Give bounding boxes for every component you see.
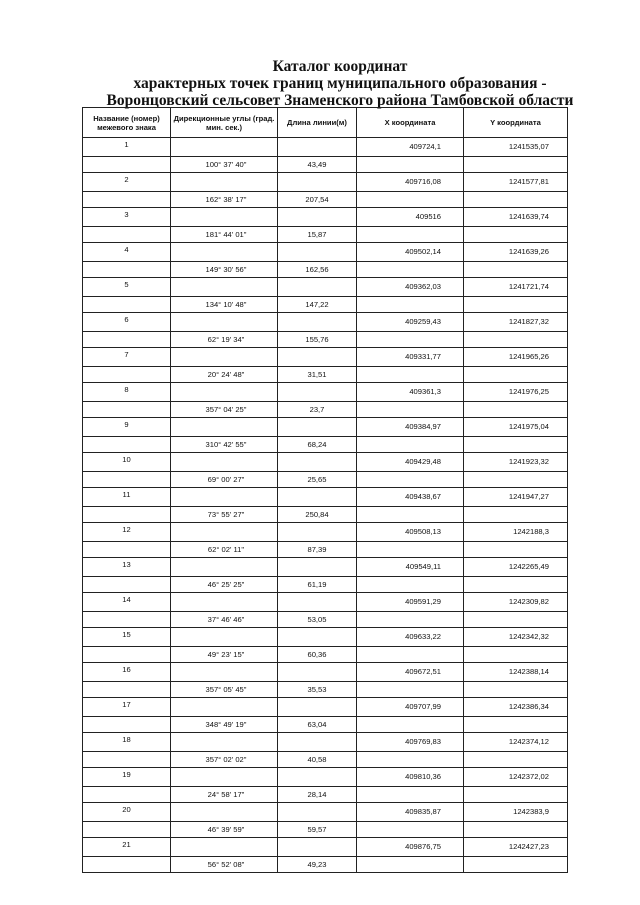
empty-cell bbox=[464, 226, 568, 243]
point-name-cell: 13 bbox=[83, 558, 171, 577]
x-coordinate-cell: 409724,1 bbox=[357, 138, 464, 157]
empty-cell bbox=[464, 576, 568, 593]
point-name-cell: 21 bbox=[83, 838, 171, 857]
direction-angle-cell: 46° 25' 25" bbox=[171, 576, 278, 593]
table-row-segment bbox=[83, 786, 568, 803]
line-length-cell: 63,04 bbox=[278, 716, 357, 733]
header-name: Название (номер) межевого знака bbox=[83, 108, 171, 138]
empty-cell bbox=[171, 348, 278, 367]
point-name-cell: 1 bbox=[83, 138, 171, 157]
header-length: Длина линии(м) bbox=[278, 108, 357, 138]
empty-cell bbox=[357, 471, 464, 488]
empty-cell bbox=[83, 471, 171, 488]
table-row-segment bbox=[83, 681, 568, 698]
empty-cell bbox=[464, 366, 568, 383]
x-coordinate-cell: 409835,87 bbox=[357, 803, 464, 822]
table-row-segment bbox=[83, 436, 568, 453]
empty-cell bbox=[357, 856, 464, 873]
title-line-2: характерных точек границ муниципального образования - bbox=[133, 75, 547, 92]
table-row-point bbox=[83, 488, 568, 507]
direction-angle-cell: 310° 42' 55" bbox=[171, 436, 278, 453]
x-coordinate-cell: 409633,22 bbox=[357, 628, 464, 647]
x-coordinate-cell: 409549,11 bbox=[357, 558, 464, 577]
empty-cell bbox=[171, 208, 278, 227]
empty-cell bbox=[278, 383, 357, 402]
empty-cell bbox=[464, 751, 568, 768]
table-row-segment bbox=[83, 226, 568, 243]
x-coordinate-cell: 409672,51 bbox=[357, 663, 464, 682]
empty-cell bbox=[83, 821, 171, 838]
empty-cell bbox=[171, 173, 278, 192]
empty-cell bbox=[83, 646, 171, 663]
empty-cell bbox=[464, 716, 568, 733]
y-coordinate-cell: 1242386,34 bbox=[464, 698, 568, 717]
line-length-cell: 155,76 bbox=[278, 331, 357, 348]
empty-cell bbox=[171, 138, 278, 157]
empty-cell bbox=[278, 523, 357, 542]
line-length-cell: 15,87 bbox=[278, 226, 357, 243]
empty-cell bbox=[464, 156, 568, 173]
direction-angle-cell: 69° 00' 27" bbox=[171, 471, 278, 488]
empty-cell bbox=[357, 786, 464, 803]
direction-angle-cell: 357° 04' 25" bbox=[171, 401, 278, 418]
y-coordinate-cell: 1242265,49 bbox=[464, 558, 568, 577]
empty-cell bbox=[171, 243, 278, 262]
empty-cell bbox=[171, 628, 278, 647]
point-name-cell: 2 bbox=[83, 173, 171, 192]
direction-angle-cell: 73° 55' 27" bbox=[171, 506, 278, 523]
point-name-cell: 14 bbox=[83, 593, 171, 612]
title-line-1: Каталог координат bbox=[272, 58, 408, 75]
direction-angle-cell: 181° 44' 01" bbox=[171, 226, 278, 243]
table-row-point bbox=[83, 453, 568, 472]
table-row-segment bbox=[83, 821, 568, 838]
table-row-segment bbox=[83, 401, 568, 418]
empty-cell bbox=[464, 786, 568, 803]
table-row-point bbox=[83, 523, 568, 542]
empty-cell bbox=[83, 226, 171, 243]
line-length-cell: 35,53 bbox=[278, 681, 357, 698]
empty-cell bbox=[357, 646, 464, 663]
line-length-cell: 40,58 bbox=[278, 751, 357, 768]
empty-cell bbox=[357, 576, 464, 593]
empty-cell bbox=[357, 226, 464, 243]
direction-angle-cell: 357° 02' 02" bbox=[171, 751, 278, 768]
direction-angle-cell: 357° 05' 45" bbox=[171, 681, 278, 698]
empty-cell bbox=[83, 856, 171, 873]
empty-cell bbox=[278, 313, 357, 332]
table-row-segment bbox=[83, 576, 568, 593]
x-coordinate-cell: 409707,99 bbox=[357, 698, 464, 717]
x-coordinate-cell: 409516 bbox=[357, 208, 464, 227]
y-coordinate-cell: 1242374,12 bbox=[464, 733, 568, 752]
table-row-point bbox=[83, 698, 568, 717]
empty-cell bbox=[357, 261, 464, 278]
empty-cell bbox=[171, 733, 278, 752]
table-row-point bbox=[83, 418, 568, 437]
empty-cell bbox=[464, 646, 568, 663]
empty-cell bbox=[357, 436, 464, 453]
empty-cell bbox=[278, 803, 357, 822]
x-coordinate-cell: 409508,13 bbox=[357, 523, 464, 542]
empty-cell bbox=[83, 261, 171, 278]
empty-cell bbox=[278, 768, 357, 787]
empty-cell bbox=[171, 418, 278, 437]
direction-angle-cell: 162° 38' 17" bbox=[171, 191, 278, 208]
y-coordinate-cell: 1242188,3 bbox=[464, 523, 568, 542]
empty-cell bbox=[278, 453, 357, 472]
y-coordinate-cell: 1241639,74 bbox=[464, 208, 568, 227]
empty-cell bbox=[171, 523, 278, 542]
empty-cell bbox=[357, 506, 464, 523]
table-row-point bbox=[83, 208, 568, 227]
line-length-cell: 87,39 bbox=[278, 541, 357, 558]
empty-cell bbox=[278, 418, 357, 437]
table-row-point bbox=[83, 313, 568, 332]
empty-cell bbox=[464, 331, 568, 348]
direction-angle-cell: 149° 30' 56" bbox=[171, 261, 278, 278]
empty-cell bbox=[278, 593, 357, 612]
x-coordinate-cell: 409331,77 bbox=[357, 348, 464, 367]
empty-cell bbox=[357, 681, 464, 698]
table-row-point bbox=[83, 173, 568, 192]
empty-cell bbox=[357, 296, 464, 313]
table-row-point bbox=[83, 138, 568, 157]
table-row-point bbox=[83, 663, 568, 682]
direction-angle-cell: 100° 37' 40" bbox=[171, 156, 278, 173]
direction-angle-cell: 62° 19' 34" bbox=[171, 331, 278, 348]
point-name-cell: 11 bbox=[83, 488, 171, 507]
line-length-cell: 31,51 bbox=[278, 366, 357, 383]
table-row-segment bbox=[83, 506, 568, 523]
empty-cell bbox=[357, 821, 464, 838]
table-row-segment bbox=[83, 261, 568, 278]
point-name-cell: 12 bbox=[83, 523, 171, 542]
table-row-point bbox=[83, 733, 568, 752]
y-coordinate-cell: 1241535,07 bbox=[464, 138, 568, 157]
x-coordinate-cell: 409591,29 bbox=[357, 593, 464, 612]
empty-cell bbox=[464, 401, 568, 418]
x-coordinate-cell: 409429,48 bbox=[357, 453, 464, 472]
line-length-cell: 207,54 bbox=[278, 191, 357, 208]
empty-cell bbox=[83, 191, 171, 208]
point-name-cell: 10 bbox=[83, 453, 171, 472]
empty-cell bbox=[464, 436, 568, 453]
empty-cell bbox=[464, 541, 568, 558]
header-x: X координата bbox=[357, 108, 464, 138]
empty-cell bbox=[357, 191, 464, 208]
line-length-cell: 43,49 bbox=[278, 156, 357, 173]
empty-cell bbox=[464, 471, 568, 488]
x-coordinate-cell: 409438,67 bbox=[357, 488, 464, 507]
x-coordinate-cell: 409810,36 bbox=[357, 768, 464, 787]
empty-cell bbox=[464, 261, 568, 278]
empty-cell bbox=[278, 243, 357, 262]
table-row-point bbox=[83, 243, 568, 262]
empty-cell bbox=[357, 541, 464, 558]
empty-cell bbox=[357, 751, 464, 768]
table-row-segment bbox=[83, 751, 568, 768]
y-coordinate-cell: 1242427,23 bbox=[464, 838, 568, 857]
point-name-cell: 17 bbox=[83, 698, 171, 717]
empty-cell bbox=[83, 786, 171, 803]
table-row-point bbox=[83, 383, 568, 402]
empty-cell bbox=[83, 506, 171, 523]
y-coordinate-cell: 1241976,25 bbox=[464, 383, 568, 402]
empty-cell bbox=[357, 611, 464, 628]
empty-cell bbox=[278, 208, 357, 227]
line-length-cell: 25,65 bbox=[278, 471, 357, 488]
empty-cell bbox=[464, 821, 568, 838]
empty-cell bbox=[464, 296, 568, 313]
empty-cell bbox=[278, 663, 357, 682]
x-coordinate-cell: 409259,43 bbox=[357, 313, 464, 332]
point-name-cell: 5 bbox=[83, 278, 171, 297]
empty-cell bbox=[83, 401, 171, 418]
empty-cell bbox=[357, 331, 464, 348]
direction-angle-cell: 134° 10' 48" bbox=[171, 296, 278, 313]
empty-cell bbox=[464, 506, 568, 523]
table-row-segment bbox=[83, 716, 568, 733]
table-row-segment bbox=[83, 366, 568, 383]
empty-cell bbox=[171, 313, 278, 332]
x-coordinate-cell: 409361,3 bbox=[357, 383, 464, 402]
empty-cell bbox=[278, 628, 357, 647]
empty-cell bbox=[278, 838, 357, 857]
header-direction: Дирекционные углы (град. мин. сек.) bbox=[171, 108, 278, 138]
empty-cell bbox=[464, 681, 568, 698]
empty-cell bbox=[278, 348, 357, 367]
line-length-cell: 68,24 bbox=[278, 436, 357, 453]
coordinates-table bbox=[82, 107, 568, 873]
point-name-cell: 7 bbox=[83, 348, 171, 367]
table-row-segment bbox=[83, 331, 568, 348]
point-name-cell: 6 bbox=[83, 313, 171, 332]
empty-cell bbox=[83, 296, 171, 313]
empty-cell bbox=[171, 278, 278, 297]
empty-cell bbox=[171, 698, 278, 717]
line-length-cell: 60,36 bbox=[278, 646, 357, 663]
empty-cell bbox=[278, 733, 357, 752]
direction-angle-cell: 348° 49' 19" bbox=[171, 716, 278, 733]
table-header-row bbox=[83, 108, 568, 138]
point-name-cell: 8 bbox=[83, 383, 171, 402]
x-coordinate-cell: 409384,97 bbox=[357, 418, 464, 437]
line-length-cell: 147,22 bbox=[278, 296, 357, 313]
title-line-3: Воронцовский сельсовет Знаменского района Тамбовской области bbox=[106, 92, 574, 109]
direction-angle-cell: 56° 52' 08" bbox=[171, 856, 278, 873]
point-name-cell: 18 bbox=[83, 733, 171, 752]
point-name-cell: 20 bbox=[83, 803, 171, 822]
empty-cell bbox=[357, 716, 464, 733]
y-coordinate-cell: 1241965,26 bbox=[464, 348, 568, 367]
empty-cell bbox=[83, 681, 171, 698]
point-name-cell: 4 bbox=[83, 243, 171, 262]
empty-cell bbox=[278, 698, 357, 717]
empty-cell bbox=[357, 156, 464, 173]
point-name-cell: 3 bbox=[83, 208, 171, 227]
empty-cell bbox=[171, 838, 278, 857]
empty-cell bbox=[83, 156, 171, 173]
table-row-point bbox=[83, 558, 568, 577]
empty-cell bbox=[464, 611, 568, 628]
line-length-cell: 23,7 bbox=[278, 401, 357, 418]
empty-cell bbox=[278, 488, 357, 507]
table-row-point bbox=[83, 628, 568, 647]
table-row-segment bbox=[83, 646, 568, 663]
table-row-segment bbox=[83, 156, 568, 173]
table-row-segment bbox=[83, 611, 568, 628]
direction-angle-cell: 24° 58' 17" bbox=[171, 786, 278, 803]
table-row-point bbox=[83, 838, 568, 857]
line-length-cell: 61,19 bbox=[278, 576, 357, 593]
y-coordinate-cell: 1242383,9 bbox=[464, 803, 568, 822]
empty-cell bbox=[83, 576, 171, 593]
point-name-cell: 16 bbox=[83, 663, 171, 682]
direction-angle-cell: 62° 02' 11" bbox=[171, 541, 278, 558]
empty-cell bbox=[83, 331, 171, 348]
empty-cell bbox=[278, 278, 357, 297]
empty-cell bbox=[278, 558, 357, 577]
direction-angle-cell: 37° 46' 46" bbox=[171, 611, 278, 628]
y-coordinate-cell: 1241947,27 bbox=[464, 488, 568, 507]
empty-cell bbox=[171, 558, 278, 577]
y-coordinate-cell: 1241975,04 bbox=[464, 418, 568, 437]
empty-cell bbox=[171, 663, 278, 682]
direction-angle-cell: 46° 39' 59" bbox=[171, 821, 278, 838]
document-title bbox=[80, 58, 600, 109]
empty-cell bbox=[278, 173, 357, 192]
empty-cell bbox=[171, 488, 278, 507]
point-name-cell: 19 bbox=[83, 768, 171, 787]
empty-cell bbox=[171, 453, 278, 472]
y-coordinate-cell: 1242309,82 bbox=[464, 593, 568, 612]
empty-cell bbox=[464, 191, 568, 208]
empty-cell bbox=[278, 138, 357, 157]
y-coordinate-cell: 1241577,81 bbox=[464, 173, 568, 192]
line-length-cell: 162,56 bbox=[278, 261, 357, 278]
line-length-cell: 28,14 bbox=[278, 786, 357, 803]
empty-cell bbox=[83, 751, 171, 768]
point-name-cell: 9 bbox=[83, 418, 171, 437]
header-y: Y координата bbox=[464, 108, 568, 138]
line-length-cell: 59,57 bbox=[278, 821, 357, 838]
x-coordinate-cell: 409502,14 bbox=[357, 243, 464, 262]
table-row-segment bbox=[83, 471, 568, 488]
table-row-segment bbox=[83, 191, 568, 208]
empty-cell bbox=[357, 401, 464, 418]
table-row-segment bbox=[83, 541, 568, 558]
y-coordinate-cell: 1241827,32 bbox=[464, 313, 568, 332]
empty-cell bbox=[171, 768, 278, 787]
empty-cell bbox=[464, 856, 568, 873]
empty-cell bbox=[83, 541, 171, 558]
y-coordinate-cell: 1242372,02 bbox=[464, 768, 568, 787]
line-length-cell: 53,05 bbox=[278, 611, 357, 628]
x-coordinate-cell: 409716,08 bbox=[357, 173, 464, 192]
table-row-point bbox=[83, 348, 568, 367]
empty-cell bbox=[83, 366, 171, 383]
table-row-segment bbox=[83, 856, 568, 873]
direction-angle-cell: 20° 24' 48" bbox=[171, 366, 278, 383]
table-row-point bbox=[83, 593, 568, 612]
table-row-point bbox=[83, 803, 568, 822]
line-length-cell: 49,23 bbox=[278, 856, 357, 873]
empty-cell bbox=[171, 803, 278, 822]
point-name-cell: 15 bbox=[83, 628, 171, 647]
x-coordinate-cell: 409362,03 bbox=[357, 278, 464, 297]
table-row-point bbox=[83, 768, 568, 787]
y-coordinate-cell: 1241923,32 bbox=[464, 453, 568, 472]
empty-cell bbox=[83, 611, 171, 628]
empty-cell bbox=[83, 436, 171, 453]
y-coordinate-cell: 1241721,74 bbox=[464, 278, 568, 297]
table-row-point bbox=[83, 278, 568, 297]
x-coordinate-cell: 409876,75 bbox=[357, 838, 464, 857]
empty-cell bbox=[171, 593, 278, 612]
empty-cell bbox=[83, 716, 171, 733]
y-coordinate-cell: 1242342,32 bbox=[464, 628, 568, 647]
y-coordinate-cell: 1241639,26 bbox=[464, 243, 568, 262]
line-length-cell: 250,84 bbox=[278, 506, 357, 523]
direction-angle-cell: 49° 23' 15" bbox=[171, 646, 278, 663]
y-coordinate-cell: 1242388,14 bbox=[464, 663, 568, 682]
table-row-segment bbox=[83, 296, 568, 313]
empty-cell bbox=[357, 366, 464, 383]
x-coordinate-cell: 409769,83 bbox=[357, 733, 464, 752]
empty-cell bbox=[171, 383, 278, 402]
table-body bbox=[83, 138, 568, 873]
